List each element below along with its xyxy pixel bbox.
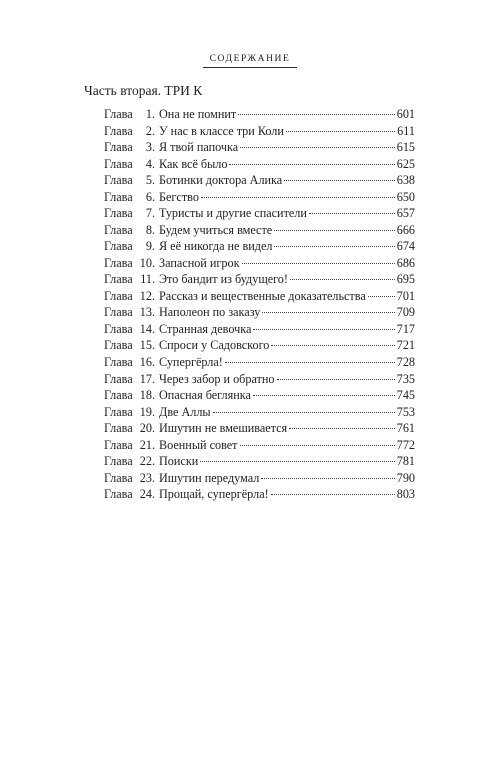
chapter-number: 23. [139, 470, 155, 485]
toc-entry [104, 189, 415, 206]
chapter-word: Глава [104, 255, 133, 270]
chapter-number: 18. [139, 388, 155, 403]
chapter-label [104, 420, 155, 437]
chapter-title: Наполеон по заказу [159, 305, 261, 320]
page-number: 638 [396, 173, 415, 188]
chapter-title: Супергёрла! [159, 354, 223, 369]
chapter-word: Глава [104, 272, 133, 287]
chapter-label [104, 156, 155, 173]
page-number: 650 [396, 189, 415, 204]
part-title: Часть вторая. ТРИ К [84, 83, 203, 98]
chapter-label [104, 371, 155, 388]
chapter-word: Глава [104, 437, 133, 452]
dot-leader [201, 197, 395, 198]
page-number: 686 [396, 255, 415, 270]
chapter-label [104, 453, 155, 470]
chapter-word: Глава [104, 206, 133, 221]
toc-entry [104, 123, 415, 140]
chapter-word: Глава [104, 404, 133, 419]
chapter-title: Бегство [159, 189, 199, 204]
toc-entry [104, 337, 415, 354]
page-number: 781 [396, 454, 415, 469]
chapter-word: Глава [104, 371, 133, 386]
toc-entry [104, 156, 415, 173]
dot-leader [213, 412, 395, 413]
chapter-number: 15. [139, 338, 155, 353]
chapter-title: Ботинки доктора Алика [159, 173, 283, 188]
page-number: 745 [396, 388, 415, 403]
page-heading [0, 54, 500, 68]
chapter-word: Глава [104, 288, 133, 303]
chapter-number: 6. [145, 189, 155, 204]
dot-leader [271, 494, 395, 495]
chapter-label [104, 139, 155, 156]
chapter-number: 16. [139, 354, 155, 369]
dot-leader [225, 362, 395, 363]
chapter-word: Глава [104, 222, 133, 237]
page-number: 790 [396, 470, 415, 485]
toc-entry [104, 321, 415, 338]
dot-leader [271, 345, 394, 346]
chapter-title: Будем учиться вместе [159, 222, 273, 237]
chapter-title: Это бандит из будущего! [159, 272, 288, 287]
dot-leader [284, 180, 395, 181]
toc-entry [104, 238, 415, 255]
page-number: 735 [396, 371, 415, 386]
page-number: 761 [396, 421, 415, 436]
dot-leader [253, 395, 395, 396]
chapter-label [104, 470, 155, 487]
chapter-number: 2. [145, 123, 155, 138]
dot-leader [200, 461, 394, 462]
chapter-word: Глава [104, 305, 133, 320]
page-number: 657 [396, 206, 415, 221]
chapter-number: 21. [139, 437, 155, 452]
toc-entry [104, 420, 415, 437]
chapter-label [104, 387, 155, 404]
chapter-word: Глава [104, 470, 133, 485]
toc-entry [104, 371, 415, 388]
chapter-title: Рассказ и вещественные доказательства [159, 288, 366, 303]
chapter-word: Глава [104, 421, 133, 436]
dot-leader [253, 329, 394, 330]
chapter-number: 13. [139, 305, 155, 320]
chapter-label [104, 172, 155, 189]
chapter-title: Прощай, супергёрла! [159, 487, 269, 502]
chapter-word: Глава [104, 173, 133, 188]
page-number: 709 [396, 305, 415, 320]
chapter-label [104, 354, 155, 371]
dot-leader [277, 379, 395, 380]
chapter-title: Я твой папочка [159, 140, 239, 155]
toc-entry [104, 139, 415, 156]
chapter-title: Она не помнит [159, 107, 237, 121]
chapter-label [104, 437, 155, 454]
chapter-label [104, 205, 155, 222]
page-number: 721 [396, 338, 415, 353]
chapter-number: 14. [139, 321, 155, 336]
chapter-label [104, 321, 155, 338]
page-number: 717 [396, 321, 415, 336]
chapter-title: Запасной игрок [159, 255, 240, 270]
toc-entry [104, 205, 415, 222]
chapter-number: 8. [145, 222, 155, 237]
chapter-word: Глава [104, 239, 133, 254]
dot-leader [274, 246, 394, 247]
chapter-number: 1. [145, 107, 155, 121]
chapter-label [104, 337, 155, 354]
chapter-number: 7. [145, 206, 155, 221]
toc-entry [104, 222, 415, 239]
page-number: 615 [396, 140, 415, 155]
chapter-title: Поиски [159, 454, 199, 469]
page-number: 601 [396, 107, 415, 121]
chapter-number: 10. [139, 255, 155, 270]
chapter-label [104, 288, 155, 305]
chapter-number: 24. [139, 487, 155, 502]
page-number: 772 [396, 437, 415, 452]
toc-entry [104, 354, 415, 371]
toc-entry [104, 404, 415, 421]
page-number: 666 [396, 222, 415, 237]
chapter-label [104, 486, 155, 503]
chapter-title: У нас в классе три Коли [159, 123, 284, 138]
dot-leader [368, 296, 395, 297]
chapter-number: 9. [145, 239, 155, 254]
dot-leader [262, 312, 394, 313]
chapter-number: 19. [139, 404, 155, 419]
chapter-word: Глава [104, 354, 133, 369]
chapter-word: Глава [104, 140, 133, 155]
chapter-label [104, 238, 155, 255]
chapter-title: Странная девочка [159, 321, 252, 336]
chapter-word: Глава [104, 189, 133, 204]
heading-underline [203, 67, 297, 68]
dot-leader [242, 263, 395, 264]
chapter-number: 22. [139, 454, 155, 469]
chapter-word: Глава [104, 321, 133, 336]
chapter-label [104, 255, 155, 272]
page-number: 803 [396, 487, 415, 502]
dot-leader [229, 164, 394, 165]
chapter-title: Военный совет [159, 437, 238, 452]
chapter-word: Глава [104, 388, 133, 403]
page-number: 611 [397, 123, 415, 138]
chapter-number: 20. [139, 421, 155, 436]
dot-leader [274, 230, 395, 231]
chapter-label [104, 106, 155, 123]
chapter-label [104, 189, 155, 206]
toc-entry [104, 255, 415, 272]
table-of-contents [104, 106, 415, 503]
toc-entry [104, 271, 415, 288]
toc-entry [104, 304, 415, 321]
toc-entry [104, 486, 415, 503]
page-number: 674 [396, 239, 415, 254]
toc-entry [104, 106, 415, 123]
chapter-title: Ишутин передумал [159, 470, 260, 485]
chapter-title: Спроси у Садовского [159, 338, 270, 353]
chapter-number: 5. [145, 173, 155, 188]
chapter-label [104, 404, 155, 421]
chapter-title: Я её никогда не видел [159, 239, 273, 254]
chapter-title: Две Аллы [159, 404, 211, 419]
toc-entry [104, 437, 415, 454]
toc-entry [104, 387, 415, 404]
toc-entry [104, 288, 415, 305]
page-number: 701 [396, 288, 415, 303]
chapter-title: Через забор и обратно [159, 371, 275, 386]
chapter-word: Глава [104, 123, 133, 138]
chapter-word: Глава [104, 156, 133, 171]
chapter-label [104, 271, 155, 288]
dot-leader [286, 131, 395, 132]
chapter-label [104, 123, 155, 140]
chapter-word: Глава [104, 338, 133, 353]
chapter-title: Опасная беглянка [159, 388, 251, 403]
chapter-title: Как всё было [159, 156, 228, 171]
chapter-word: Глава [104, 107, 133, 121]
dot-leader [238, 114, 394, 115]
dot-leader [309, 213, 395, 214]
dot-leader [290, 279, 395, 280]
page-number: 695 [396, 272, 415, 287]
page-heading-text: СОДЕРЖАНИЕ [209, 54, 291, 64]
page-number: 728 [396, 354, 415, 369]
chapter-label [104, 222, 155, 239]
dot-leader [240, 147, 395, 148]
toc-entry [104, 172, 415, 189]
page-number: 753 [396, 404, 415, 419]
chapter-number: 11. [140, 272, 155, 287]
chapter-number: 4. [145, 156, 155, 171]
page-number: 625 [396, 156, 415, 171]
toc-entry [104, 453, 415, 470]
chapter-label [104, 304, 155, 321]
chapter-number: 17. [139, 371, 155, 386]
dot-leader [240, 445, 395, 446]
chapter-title: Ишутин не вмешивается [159, 421, 288, 436]
chapter-number: 12. [139, 288, 155, 303]
chapter-word: Глава [104, 487, 133, 502]
toc-entry [104, 470, 415, 487]
dot-leader [289, 428, 395, 429]
chapter-number: 3. [145, 140, 155, 155]
dot-leader [261, 478, 394, 479]
chapter-word: Глава [104, 454, 133, 469]
chapter-title: Туристы и другие спасители [159, 206, 307, 221]
